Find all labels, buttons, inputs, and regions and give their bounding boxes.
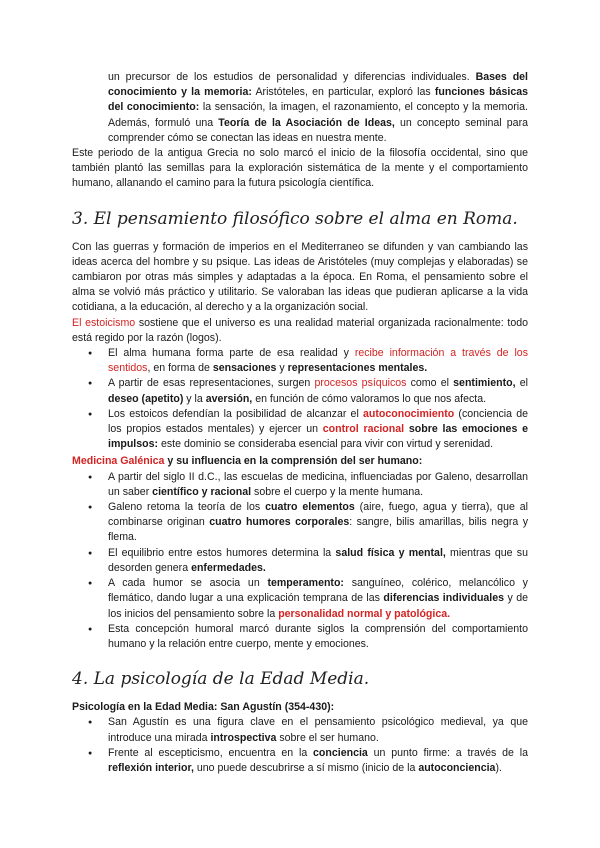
section-4-heading: 4. La psicología de la Edad Media.: [72, 669, 370, 690]
list-item: ● Frente al escepticismo, encuentra en la conciencia un punto firme: a través de la reflexión interior, uno puede descubrirse a sí mismo (inicio de la autoconciencia).: [108, 746, 528, 776]
intro-paragraph-2: Este periodo de la antigua Grecia no solo marcó el inicio de la filosofía occidental, sino que también plantó las semillas para la exploración sistemática de la mente y el comportamiento humano, allanando el camino para la futura psicología científica.: [72, 147, 528, 190]
section-3-paragraph-1: Con las guerras y formación de imperios en el Mediterraneo se difunden y van cambiando las ideas acerca del hombre y su psique. Las ideas de Aristóteles (muy complejas y elaboradas) se cambiaron por otras más simples y adaptadas a la época. En Roma, el pensamiento sobre el alma se volvió más práctico y utilitario. Se valoraban las ideas que pudieran aplicarse a la vida cotidiana, a la educación, al derecho y a la organización social.: [72, 240, 528, 314]
list-item: ● Esta concepción humoral marcó durante siglos la comprensión del comportamiento humano y la relación entre cuerpo, mente y emociones.: [108, 622, 528, 652]
list-item: ● A partir del siglo II d.C., las escuelas de medicina, influenciadas por Galeno, desarrollan un saber científico y racional sobre el cuerpo y la mente humana.: [108, 470, 528, 500]
section-4-subtitle: Psicología en la Edad Media: San Agustín (354-430):: [72, 701, 335, 714]
intro-paragraph-1: un precursor de los estudios de personalidad y diferencias individuales. Bases del conocimiento y la memoria: Aristóteles, en particular, exploró las funciones básicas del conocimiento: la sensación, la imagen, el razonamiento, el concepto y la memoria. Además, formuló una Teoría de la Asociación de Ideas, un concepto seminal para comprender cómo se conectan las ideas en nuestra mente.: [108, 71, 528, 144]
list-item: ● San Agustín es una figura clave en el pensamiento psicológico medieval, ya que introduce una mirada introspectiva sobre el ser humano.: [108, 715, 528, 745]
medicina-galenica-title: Medicina Galénica y su influencia en la comprensión del ser humano:: [72, 455, 423, 468]
list-item: ● A partir de esas representaciones, surgen procesos psíquicos como el sentimiento, el deseo (apetito) y la aversión, en función de cómo valoramos lo que nos afecta.: [108, 376, 528, 406]
estoicismo-list: [72, 346, 528, 452]
section-3-paragraph-2: El estoicismo sostiene que el universo es una realidad material organizada racionalmente: todo está regido por la razón (logos).: [72, 316, 529, 344]
list-item: ● Los estoicos defendían la posibilidad de alcanzar el autoconocimiento (conciencia de los propios estados mentales) y ejercer un control racional sobre las emociones e impulsos: este dominio se consideraba esencial para vivir con virtud y serenidad.: [108, 407, 528, 453]
san-agustin-list: [72, 715, 528, 776]
medicina-list: [72, 470, 528, 652]
list-item: ● El equilibrio entre estos humores determina la salud física y mental, mientras que su desorden genera enfermedades.: [108, 546, 528, 576]
list-item: ● El alma humana forma parte de esa realidad y recibe información a través de los sentidos, en forma de sensaciones y representaciones mentales.: [108, 346, 528, 376]
section-3-heading: 3. El pensamiento filosófico sobre el alma en Roma.: [72, 208, 518, 229]
list-item: ● Galeno retoma la teoría de los cuatro elementos (aire, fuego, agua y tierra), que al combinarse originan cuatro humores corporales: sangre, bilis amarillas, bilis negra y flema.: [108, 500, 528, 546]
list-item: ● A cada humor se asocia un temperamento: sanguíneo, colérico, melancólico y flemático, dando lugar a una explicación temprana de las diferencias individuales y de los inicios del pensamiento sobre la personalidad normal y patológica.: [108, 576, 528, 622]
